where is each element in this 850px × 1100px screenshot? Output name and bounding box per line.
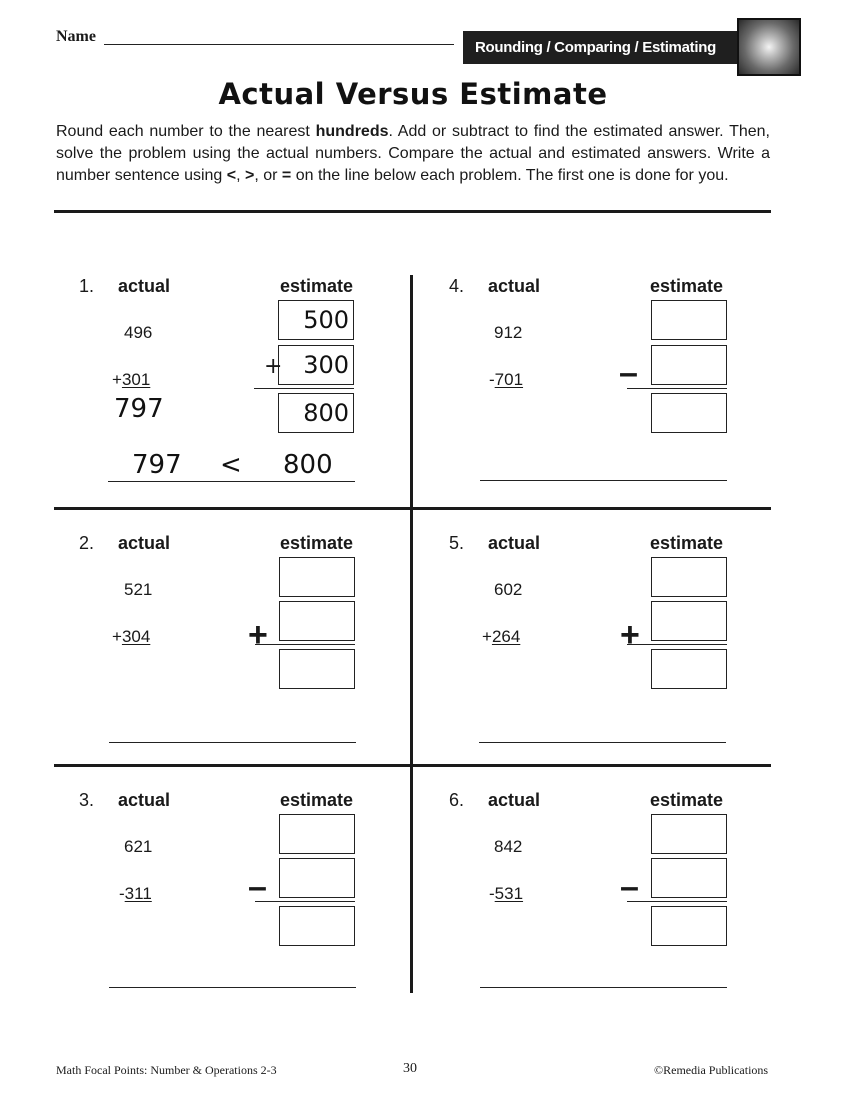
grid-horizontal-divider bbox=[54, 507, 771, 510]
problem-number: 2. bbox=[79, 533, 95, 553]
actual-bottom-number: +304 bbox=[112, 627, 151, 646]
estimate-bottom-box[interactable]: 300 bbox=[278, 345, 354, 385]
page-number: 30 bbox=[403, 1061, 417, 1076]
answer-line[interactable] bbox=[109, 742, 356, 743]
sentence-left: 797 bbox=[132, 450, 182, 480]
actual-top-number: 521 bbox=[124, 580, 153, 599]
actual-label: actual bbox=[488, 533, 541, 553]
problem-number: 5. bbox=[449, 533, 465, 553]
operator-sign: + bbox=[248, 616, 268, 654]
sum-bar bbox=[255, 901, 355, 902]
estimate-bottom-box[interactable] bbox=[279, 601, 355, 641]
instructions: Round each number to the nearest hundreds. Add or subtract to find the estimated answer. Then, solve the problem using the actual numbers. Compare the actual and estimated answers. Write a number sentence using <, >, or = on the line below each problem. The first one is done for you. bbox=[56, 123, 770, 184]
answer-line[interactable] bbox=[479, 742, 726, 743]
sum-bar bbox=[627, 644, 727, 645]
answer-line[interactable] bbox=[480, 480, 727, 481]
estimate-top-box[interactable]: 500 bbox=[278, 300, 354, 340]
actual-bottom-number: +264 bbox=[482, 627, 521, 646]
estimate-top-box[interactable] bbox=[279, 557, 355, 597]
estimate-top-box[interactable] bbox=[651, 300, 727, 340]
problem-number: 1. bbox=[79, 276, 95, 296]
answer-line[interactable] bbox=[109, 987, 356, 988]
actual-bottom-number: -701 bbox=[489, 370, 524, 389]
name-line[interactable] bbox=[104, 44, 454, 45]
actual-answer: 797 bbox=[114, 394, 164, 424]
footer-book-title: Math Focal Points: Number & Operations 2-3 bbox=[56, 1063, 277, 1077]
actual-top-number: 602 bbox=[494, 580, 523, 599]
sentence-right: 800 bbox=[283, 450, 333, 480]
sum-bar bbox=[627, 388, 727, 389]
estimate-label: estimate bbox=[650, 276, 724, 296]
operator-sign: – bbox=[619, 354, 638, 392]
sum-bar bbox=[255, 644, 355, 645]
estimate-answer-box[interactable] bbox=[279, 906, 355, 946]
estimate-top-box[interactable] bbox=[651, 814, 727, 854]
estimate-answer-box[interactable]: 800 bbox=[278, 393, 354, 433]
estimate-answer-box[interactable] bbox=[279, 649, 355, 689]
actual-label: actual bbox=[118, 276, 171, 296]
grid-vertical-divider bbox=[410, 275, 413, 993]
actual-bottom-number: +301 bbox=[112, 370, 151, 389]
topic-banner: Rounding / Comparing / Estimating bbox=[463, 31, 745, 64]
problem-number: 6. bbox=[449, 790, 465, 810]
page-title: Actual Versus Estimate bbox=[218, 77, 608, 111]
estimate-top-box[interactable] bbox=[651, 557, 727, 597]
decorative-square-icon bbox=[737, 18, 801, 76]
actual-label: actual bbox=[488, 276, 541, 296]
estimate-bottom-box[interactable] bbox=[279, 858, 355, 898]
estimate-bottom-box[interactable] bbox=[651, 858, 727, 898]
estimate-label: estimate bbox=[650, 790, 724, 810]
actual-top-number: 496 bbox=[124, 323, 153, 342]
answer-line[interactable] bbox=[480, 987, 727, 988]
problem-number: 4. bbox=[449, 276, 465, 296]
actual-top-number: 621 bbox=[124, 837, 153, 856]
header-divider bbox=[54, 210, 771, 213]
sum-bar bbox=[627, 901, 727, 902]
operator-sign: – bbox=[248, 868, 267, 906]
operator-sign: + bbox=[264, 354, 283, 379]
actual-top-number: 912 bbox=[494, 323, 523, 342]
actual-bottom-number: -531 bbox=[489, 884, 524, 903]
grid-horizontal-divider bbox=[54, 764, 771, 767]
estimate-bottom-box[interactable] bbox=[651, 601, 727, 641]
problem-number: 3. bbox=[79, 790, 95, 810]
estimate-top-box[interactable] bbox=[279, 814, 355, 854]
operator-sign: – bbox=[620, 868, 639, 906]
estimate-label: estimate bbox=[650, 533, 724, 553]
actual-bottom-number: -311 bbox=[119, 884, 152, 903]
estimate-label: estimate bbox=[280, 276, 354, 296]
sentence-symbol: < bbox=[220, 450, 242, 480]
operator-sign: + bbox=[620, 616, 640, 654]
estimate-bottom-box[interactable] bbox=[651, 345, 727, 385]
estimate-answer-box[interactable] bbox=[651, 393, 727, 433]
actual-label: actual bbox=[488, 790, 541, 810]
answer-line[interactable] bbox=[108, 481, 355, 482]
actual-label: actual bbox=[118, 790, 171, 810]
estimate-answer-box[interactable] bbox=[651, 906, 727, 946]
actual-label: actual bbox=[118, 533, 171, 553]
estimate-answer-box[interactable] bbox=[651, 649, 727, 689]
actual-top-number: 842 bbox=[494, 837, 523, 856]
footer-publisher: ©Remedia Publications bbox=[654, 1063, 769, 1077]
estimate-label: estimate bbox=[280, 533, 354, 553]
sum-bar bbox=[254, 388, 354, 389]
estimate-label: estimate bbox=[280, 790, 354, 810]
name-label: Name bbox=[56, 28, 96, 45]
